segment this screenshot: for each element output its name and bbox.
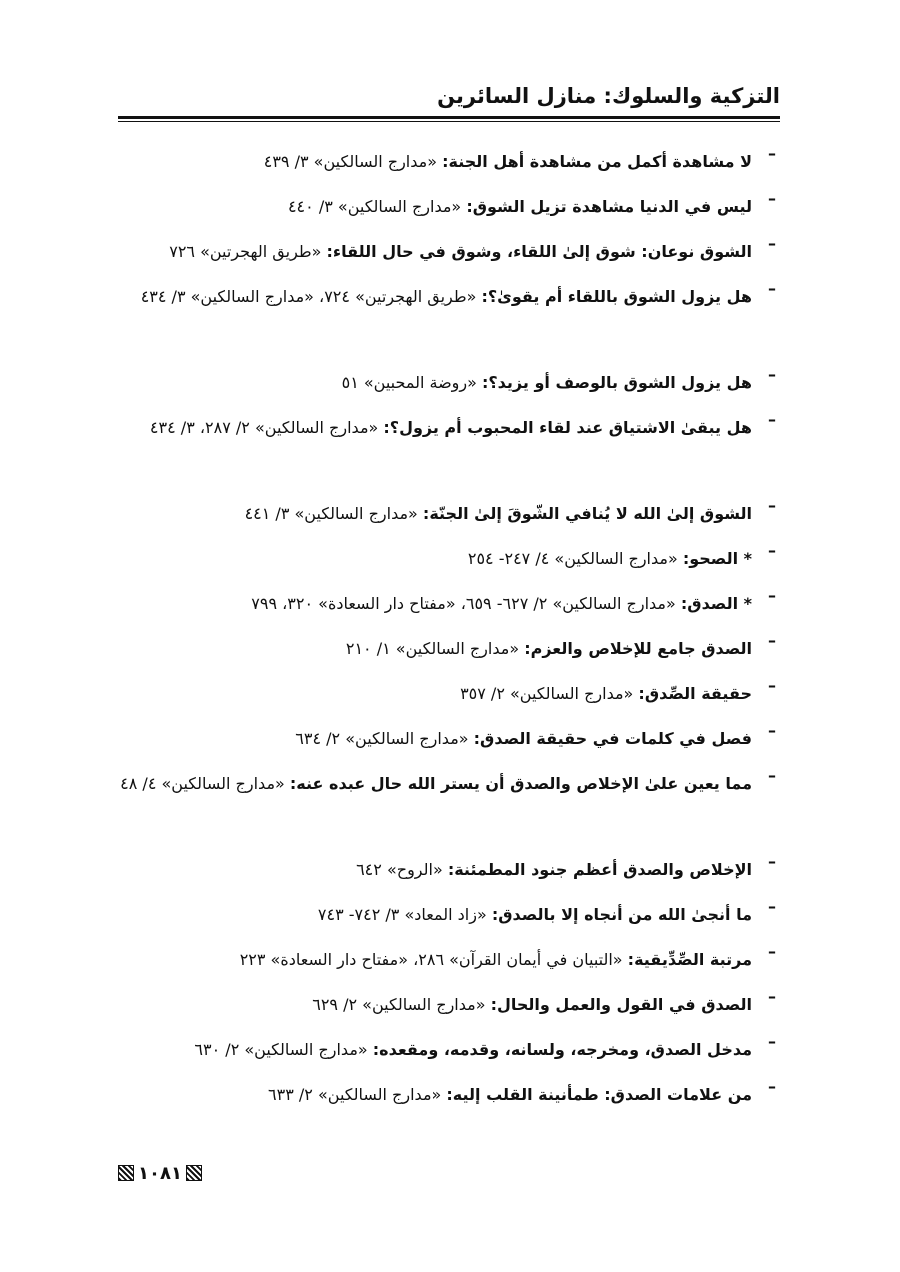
index-entry: [118, 621, 780, 666]
entry-topic: فصل في كلمات في حقيقة الصدق:: [473, 729, 752, 748]
entry-text: [118, 539, 752, 579]
entry-topic: هل يزول الشوق باللقاء أم يقوىٰ؟:: [481, 287, 752, 306]
entry-reference: «مدارج السالكين» ٤/ ٤٨: [120, 774, 290, 793]
entry-text: [118, 408, 752, 448]
entry-topic: حقيقة الصِّدق:: [638, 684, 752, 703]
entry-text: [118, 940, 752, 980]
entry-text: [118, 232, 752, 272]
entry-text: [118, 985, 752, 1025]
ornament-right-icon: [186, 1165, 202, 1181]
entry-dash: –: [768, 897, 776, 916]
entry-reference: «مدارج السالكين» ٢/ ٦٢٧- ٦٥٩، «مفتاح دار السعادة» ٣٢٠، ٧٩٩: [251, 594, 681, 613]
index-entries-list: [118, 134, 780, 1112]
entry-dash: –: [768, 541, 776, 560]
entry-text: [118, 584, 752, 624]
entry-topic: لا مشاهدة أكمل من مشاهدة أهل الجنة:: [442, 152, 752, 171]
entry-dash: –: [768, 1032, 776, 1051]
entry-text: [118, 1075, 752, 1115]
entry-reference: «طريق الهجرتين» ٧٢٦: [169, 242, 327, 261]
entry-topic: هل يزول الشوق بالوصف أو يزيد؟:: [481, 373, 752, 392]
entry-reference: «مدارج السالكين» ٣/ ٤٤١: [244, 504, 423, 523]
entry-reference: «مدارج السالكين» ٤/ ٢٤٧- ٢٥٤: [467, 549, 683, 568]
entry-dash: –: [768, 365, 776, 384]
entry-dash: –: [768, 234, 776, 253]
entry-reference: «مدارج السالكين» ٢/ ٢٨٧، ٣/ ٤٣٤: [149, 418, 384, 437]
header-rule-thin: [118, 121, 780, 122]
entry-text: [118, 363, 752, 403]
entry-dash: –: [768, 496, 776, 515]
entry-reference: «مدارج السالكين» ٢/ ٦٣٤: [295, 729, 474, 748]
entry-text: [118, 674, 752, 714]
entry-text: [118, 895, 752, 935]
index-entry: [118, 355, 780, 400]
entry-topic: من علامات الصدق: طمأنينة القلب إليه:: [446, 1085, 752, 1104]
entry-reference: «الروح» ٦٤٢: [356, 860, 448, 879]
entry-dash: –: [768, 852, 776, 871]
running-title: التزكية والسلوك: منازل السائرين: [437, 84, 780, 108]
entry-topic: الشوق إلىٰ الله لا يُنافي الشّوقَ إلىٰ الجنّة:: [422, 504, 752, 523]
entry-reference: «روضة المحبين» ٥١: [341, 373, 482, 392]
index-entry: [118, 179, 780, 224]
entry-text: [118, 187, 752, 227]
index-entry: [118, 486, 780, 531]
index-entry: [118, 711, 780, 756]
entry-dash: –: [768, 189, 776, 208]
index-entry: [118, 1067, 780, 1112]
entry-text: [118, 764, 752, 804]
entry-topic: الصدق في القول والعمل والحال:: [490, 995, 752, 1014]
entry-reference: «مدارج السالكين» ٢/ ٦٣٣: [268, 1085, 447, 1104]
index-entry: [118, 666, 780, 711]
entry-topic: ليس في الدنيا مشاهدة تزيل الشوق:: [466, 197, 752, 216]
entry-reference: «مدارج السالكين» ٢/ ٦٣٠: [194, 1040, 373, 1059]
entry-topic: مما يعين علىٰ الإخلاص والصدق أن يستر الله حال عبده عنه:: [289, 774, 752, 793]
entry-text: [118, 1030, 752, 1070]
entry-text: [118, 142, 752, 182]
index-entry: [118, 977, 780, 1022]
index-entry: [118, 576, 780, 621]
entry-topic: مرتبة الصِّدِّيقية:: [627, 950, 752, 969]
entry-dash: –: [768, 410, 776, 429]
entry-text: [118, 494, 752, 534]
entry-text: [118, 629, 752, 669]
entry-topic: الصدق جامع للإخلاص والعزم:: [524, 639, 752, 658]
entry-reference: «مدارج السالكين» ٣/ ٤٣٩: [263, 152, 443, 171]
entry-dash: –: [768, 676, 776, 695]
entry-reference: «مدارج السالكين» ٢/ ٣٥٧: [460, 684, 639, 703]
entry-dash: –: [768, 721, 776, 740]
entry-topic: * الصدق:: [680, 594, 752, 613]
page-number: ١٠٨١: [138, 1162, 182, 1184]
entry-dash: –: [768, 766, 776, 785]
entry-dash: –: [768, 586, 776, 605]
entry-reference: «التبيان في أيمان القرآن» ٢٨٦، «مفتاح دار السعادة» ٢٢٣: [239, 950, 628, 969]
header-rule-thick: [118, 116, 780, 119]
ornament-left-icon: [118, 1165, 134, 1181]
index-entry: [118, 134, 780, 179]
entry-dash: –: [768, 1077, 776, 1096]
entry-dash: –: [768, 144, 776, 163]
entry-text: [118, 719, 752, 759]
index-entry: [118, 400, 780, 486]
entry-reference: «زاد المعاد» ٣/ ٧٤٢- ٧٤٣: [317, 905, 492, 924]
index-entry: [118, 932, 780, 977]
index-entry: [118, 756, 780, 842]
index-entry: [118, 531, 780, 576]
entry-topic: ما أنجىٰ الله من أنجاه إلا بالصدق:: [491, 905, 752, 924]
entry-dash: –: [768, 631, 776, 650]
entry-reference: «مدارج السالكين» ٢/ ٦٢٩: [312, 995, 491, 1014]
entry-topic: الإخلاص والصدق أعظم جنود المطمئنة:: [447, 860, 752, 879]
entry-dash: –: [768, 942, 776, 961]
entry-topic: هل يبقىٰ الاشتياق عند لقاء المحبوب أم يزول؟:: [383, 418, 752, 437]
entry-text: [118, 277, 752, 317]
page-header: [118, 78, 780, 124]
entry-reference: «مدارج السالكين» ٣/ ٤٤٠: [287, 197, 467, 216]
entry-topic: * الصحو:: [682, 549, 752, 568]
index-entry: [118, 269, 780, 355]
entry-dash: –: [768, 987, 776, 1006]
entry-reference: «طريق الهجرتين» ٧٢٤، «مدارج السالكين» ٣/ ٤٣٤: [140, 287, 482, 306]
entry-topic: مدخل الصدق، ومخرجه، ولسانه، وقدمه، ومقعده:: [372, 1040, 752, 1059]
entry-text: [118, 850, 752, 890]
entry-topic: الشوق نوعان: شوق إلىٰ اللقاء، وشوق في حال اللقاء:: [326, 242, 752, 261]
index-entry: [118, 842, 780, 887]
entry-dash: –: [768, 279, 776, 298]
entry-reference: «مدارج السالكين» ١/ ٢١٠: [345, 639, 525, 658]
index-entry: [118, 224, 780, 269]
page-footer: [118, 1160, 202, 1186]
index-entry: [118, 1022, 780, 1067]
index-entry: [118, 887, 780, 932]
